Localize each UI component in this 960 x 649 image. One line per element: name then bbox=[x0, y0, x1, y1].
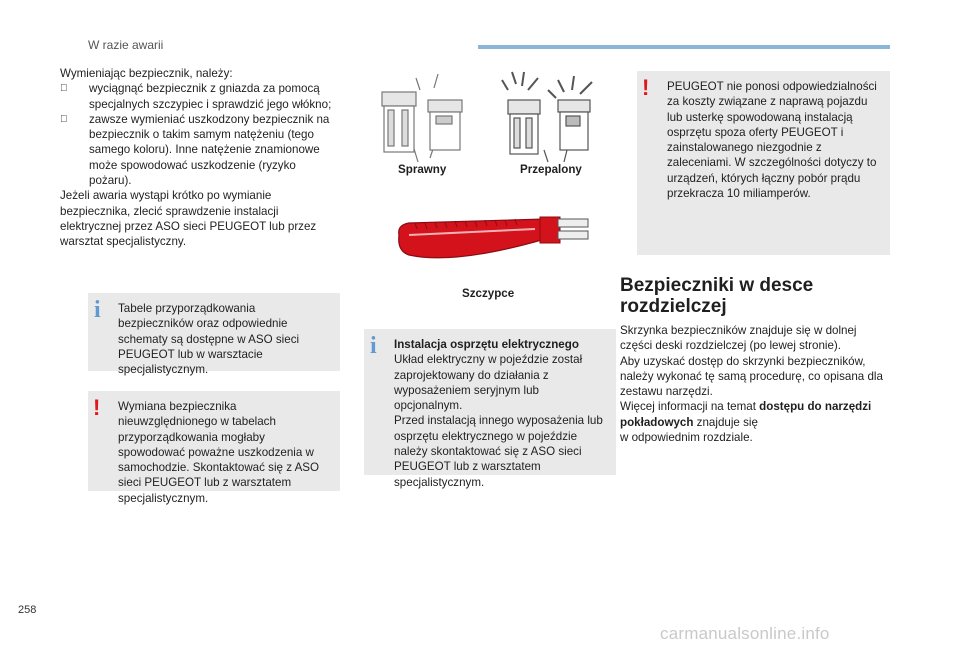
warning-box-text: PEUGEOT nie ponosi odpowiedzialności za koszty związane z naprawą pojazdu lub usterkę spowodowaną instalacją osprzętu spoza oferty PEUGEOT i zainstalowanego niezgodnie z zaleceniami. W szczególności dotyczy to urządzeń, których łączny pobór prądu przekracza 10 miliamperów. bbox=[667, 80, 877, 201]
info-box-fuse-tables bbox=[88, 293, 340, 377]
column-3-text bbox=[620, 323, 890, 445]
section-title: W razie awarii bbox=[88, 38, 164, 52]
label-pliers: Szczypce bbox=[462, 287, 515, 300]
body-text: Skrzynka bezpieczników znajduje się w dolnej części deski rozdzielczej (po lewej stronie). Aby uzyskać dostęp do skrzynki bezpieczników, należy wykonać tę samą procedurę, co opisana dla zestawu narzędzi. Więcej informacji na temat bbox=[620, 324, 883, 414]
page-number: 258 bbox=[18, 604, 37, 616]
label-fuse-ok: Sprawny bbox=[398, 163, 447, 176]
body-text-end: znajduje się w odpowiednim rozdziale. bbox=[620, 415, 758, 445]
pliers-icon bbox=[399, 217, 588, 258]
checkbox-bullet-icon bbox=[60, 81, 68, 96]
info-box-text: Tabele przyporządkowania bezpieczników oraz odpowiednie schematy są dostępne w ASO sieci PEUGEOT lub w warsztacie specjalistycznym. bbox=[118, 302, 300, 377]
watermark: carmanualsonline.info bbox=[660, 624, 830, 643]
info-icon: i bbox=[94, 297, 101, 323]
section-heading: Bezpieczniki w desce rozdzielczej bbox=[620, 275, 814, 317]
intro-text: Wymieniając bezpiecznik, należy: bbox=[60, 67, 233, 80]
header-accent-bar bbox=[478, 45, 890, 49]
info-icon: i bbox=[370, 333, 377, 359]
list-item-text: zawsze wymieniać uszkodzony bezpiecznik na bezpiecznik o takim samym natężeniu (tego samego koloru). Inne natężenie znamionowe może spowodować uszkodzenie (ryzyko pożaru). bbox=[89, 112, 330, 188]
info-box-text: Układ elektryczny w pojeździe został zaprojektowany do działania z wyposażeniem seryjnym lub opcjonalnym. Przed instalacją innego wyposażenia lub osprzętu elektrycznego w pojeździe należy skontaktować się z ASO sieci PEUGEOT lub z warsztatem specjalistycznym. bbox=[394, 353, 603, 489]
fuse-ok-image bbox=[382, 74, 462, 162]
pliers-image bbox=[395, 205, 595, 280]
body-text-bold: dostępu do narzędzi pokładowych bbox=[620, 400, 872, 429]
list-item bbox=[60, 112, 340, 188]
warning-box-liability bbox=[637, 71, 890, 255]
label-fuse-blown: Przepalony bbox=[520, 163, 582, 176]
warning-icon: ! bbox=[642, 75, 650, 100]
checkbox-bullet-icon bbox=[60, 112, 68, 127]
warning-box-text: Wymiana bezpiecznika nieuwzględnionego w tabelach przyporządkowania mogłaby spowodować poważne uszkodzenia w samochodzie. Skontaktować się z ASO sieci PEUGEOT lub z warsztatem specjalistycznym. bbox=[118, 400, 320, 505]
list-item bbox=[60, 81, 340, 112]
fuse-blown-image bbox=[502, 72, 592, 162]
warning-box-fuse-replacement bbox=[88, 391, 340, 505]
fuse-illustration bbox=[368, 70, 618, 165]
list-item-text: wyciągnąć bezpiecznik z gniazda za pomocą specjalnych szczypiec i sprawdzić jego włókno; bbox=[89, 82, 332, 111]
outro-text: Jeżeli awaria wystąpi krótko po wymianie bezpiecznika, zlecić sprawdzenie instalacji elektrycznej przez ASO sieci PEUGEOT lub przez warsztat specjalistyczny. bbox=[60, 189, 317, 249]
info-box-electrical-accessories bbox=[364, 329, 616, 489]
column-1-text bbox=[60, 66, 340, 250]
warning-icon: ! bbox=[93, 395, 101, 420]
info-box-title: Instalacja osprzętu elektrycznego bbox=[394, 338, 579, 351]
